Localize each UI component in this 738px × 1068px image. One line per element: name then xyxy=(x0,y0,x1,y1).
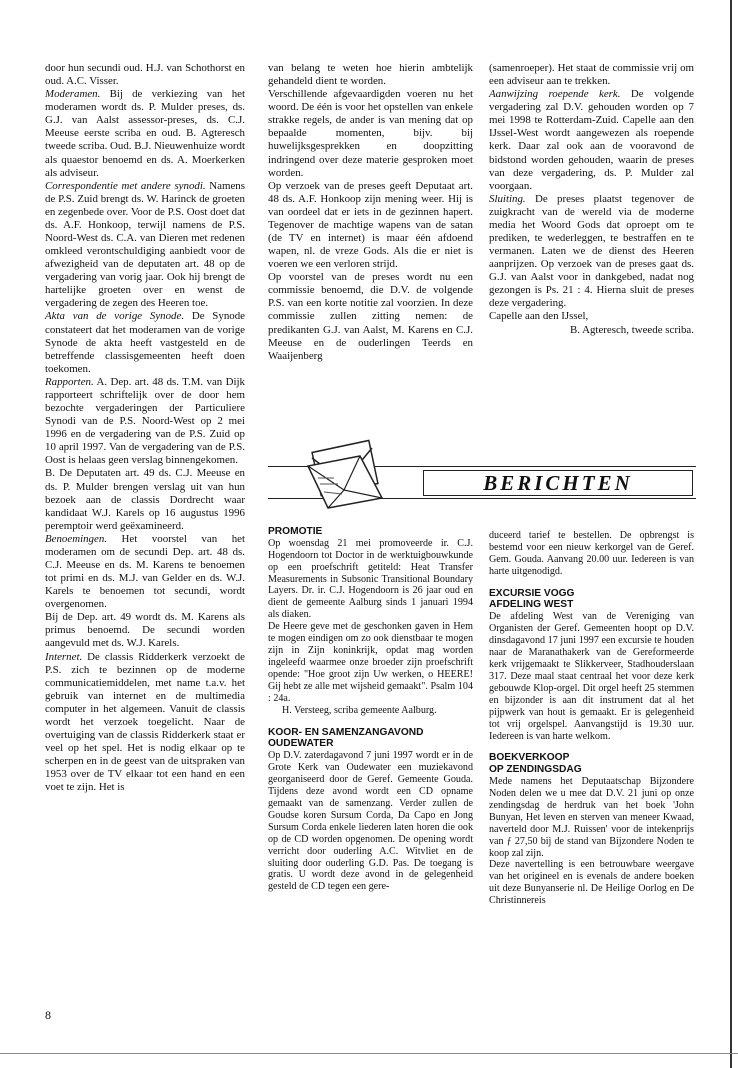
paragraph-text: H. Versteeg, scriba gemeente Aalburg. xyxy=(282,704,437,716)
section-heading xyxy=(489,752,694,764)
paragraph xyxy=(489,530,694,578)
paragraph-heading: Akta van de vorige Synode. xyxy=(45,310,185,323)
paragraph-text: (samenroeper). Het staat de commissie vrij om een adviseur aan te trekken. xyxy=(489,62,694,88)
paragraph-text: Bij de Dep. art. 49 wordt ds. M. Karens als primus benoemd. De secundi worden aangevuld met ds. W.J. Karels. xyxy=(45,611,245,650)
paragraph-text: Mede namens het Deputaatschap Bijzondere Noden delen we u mee dat D.V. 21 juni op onze zendingsdag de herdruk van het boek 'John Bunyan, Het leven en sterven van meneer Kwaad, naverteld door M.J. Ruissen' voor de intekenprijs van ƒ 27,50 bij de stand van Bijzondere Noden te koop zal zijn. xyxy=(489,776,694,859)
paragraph-text: Op verzoek van de preses geeft Deputaat art. 48 ds. A.F. Honkoop zijn mening weer. Hij is van oordeel dat er iets in de gezinnen hapert. Tegenover de machtige wapens van de satan (de TV en internet) is maar één afdoend wapen, nl. de vreze Gods. Als die er niet is voeren we een verloren strijd. xyxy=(268,179,473,271)
paragraph xyxy=(45,533,245,611)
paragraph-heading: Aanwijzing roepende kerk. xyxy=(489,88,621,101)
paragraph xyxy=(268,180,473,272)
paragraph-text: OUDEWATER xyxy=(268,738,334,750)
paragraph-text: KOOR- EN SAMENZANGAVOND xyxy=(268,726,424,738)
paragraph-heading: Rapporten. xyxy=(45,375,94,388)
paragraph xyxy=(45,180,245,311)
column-5 xyxy=(489,530,694,907)
column-3 xyxy=(489,62,694,337)
paragraph-text: De Heere geve met de geschonken gaven in Hem te mogen eindigen om zo ook dienstbaar te mogen zijn in Zijn koninkrijk, opdat mag worden ingeleefd waarmee onze broeder zijn proefschrift opende: "Hoe groot zijn Uw werken, o HEERE! Gij hebt ze alle met wijsheid gemaakt". Psalm 104 : 24a. xyxy=(268,621,473,704)
paragraph-text: BOEKVERKOOP xyxy=(489,752,570,764)
section-heading xyxy=(268,526,473,538)
paragraph-heading: Correspondentie met andere synodi. xyxy=(45,179,206,192)
paragraph-text: De preses plaatst tegenover de zuigkracht van de wereld via de moderne media het Woord Gods dat oproept om te prediken, te wederleggen, te bestraffen en te vermanen. Laten we de dienst des Heeren aanprijzen. Op verzoek van de preses gaat ds. G.J. van Aalst voor in dankgebed, nadat nog gezongen is Ps. 21 : 4. Hierna sluit de preses deze vergadering. xyxy=(489,192,694,310)
paragraph-text: Verschillende afgevaardigden voeren nu het woord. De één is voor het opstellen van enkele strakke regels, de ander is van mening dat op bepaalde momenten, bijv. bij huwelijksgesprekken en doopzitting indringend over deze materie gesproken moet worden. xyxy=(268,88,473,179)
paragraph-text: Het voorstel van het moderamen om de secundi Dep. art. 48 ds. C.J. Meeuse en ds. M. Karens te benoemen tot primi en ds. M.J. van Gelder en ds. W.J. Karels te benoemen tot secundi, wordt overgenomen. xyxy=(45,532,245,611)
paragraph-text: door hun secundi oud. H.J. van Schothorst en oud. A.C. Visser. xyxy=(45,62,245,88)
column-1 xyxy=(45,62,245,794)
paragraph xyxy=(268,621,473,704)
envelope-logo-icon xyxy=(298,438,388,516)
paragraph xyxy=(268,538,473,621)
paragraph-text: duceerd tarief te bestellen. De opbrengst is bestemd voor een nieuw kerkorgel van de Geref. Gem. Gouda. Aanvang 20.00 uur. Iedereen is van harte uitgenodigd. xyxy=(489,530,694,577)
paragraph xyxy=(489,62,694,88)
paragraph-text: Op D.V. zaterdagavond 7 juni 1997 wordt er in de Grote Kerk van Oudewater een muziekavond georganiseerd door de Geref. Gemeente Gouda. Tijdens deze avond wordt een CD opname gemaakt van de samenzang. Verder zullen de Goudse koren Sursum Corda, Da Capo en Jong Sursum Corda enkele liederen laten horen die ook op de CD worden opgenomen. De opening wordt verricht door ouderling A.C. Witvliet en de sluiting door ouderling G.D. Pas. De toegang is gratis. U wordt deze avond in de gelegenheid gesteld de CD tegen een gere- xyxy=(268,750,473,893)
column-4 xyxy=(268,526,473,893)
section-heading xyxy=(489,599,694,611)
section-heading xyxy=(489,588,694,600)
spacer xyxy=(489,742,694,752)
paragraph xyxy=(268,750,473,893)
paragraph xyxy=(489,310,694,323)
page-bottom-rule xyxy=(0,1053,738,1054)
paragraph-text: De afdeling West van de Vereniging van Organisten der Geref. Gemeenten hoopt op D.V. dinsdagavond 17 juni 1997 een excursie te houden naar de Maranathakerk van de Gereformeerde kerk vrijgemaakt te Slikkerveer, Stadhouderslaan 317. Deze maal staat centraal het voor deze kerk gebouwde Klop-orgel. Dit orgel heeft 25 stemmen en bijzonder is aan dit instrument dat al het pijpwerk van hout is gemaakt. Er is gelegenheid tot vrij orgelspel. Aanvangstijd is 19.30 uur. Iedereen is van harte welkom. xyxy=(489,611,694,742)
signature xyxy=(268,705,473,717)
paragraph xyxy=(489,193,694,311)
paragraph-text: De classis Ridderkerk verzoekt de P.S. zich te bezinnen op de moderne communicatiemiddelen, met name t.a.v. het gebruik van internet en de multimedia computer in het algemeen. Vanuit de classis wordt het verzoek toegelicht. Naar de overtuiging van de classis Ridderkerk staat er veel op het spel. Het is nodig elkaar op te scherpen en in de geest van de uitspraken van 1953 over de TV elkaar tot een hand en een voet te zijn. Het is xyxy=(45,650,245,794)
paragraph-text: Namens de P.S. Zuid brengt ds. W. Harinck de groeten en zegenbede over. Voor de P.S. Oost doet dat ds. A.F. Honkoop, terwijl namens de P.S. Noord-West ds. C.A. van Dieren met redenen omkleed verontschuldiging aanbiedt voor de afwezigheid van de deputaten art. 48 op de vergadering van vorig jaar. Ook hij brengt de hartelijke groeten over en wenst de vergadering de zegen des Heeren toe. xyxy=(45,179,245,310)
paragraph-text: B. Agteresch, tweede scriba. xyxy=(570,323,694,336)
paragraph xyxy=(45,310,245,375)
section-heading xyxy=(489,764,694,776)
paragraph-heading: Moderamen. xyxy=(45,88,101,101)
page-number: 8 xyxy=(45,1008,51,1022)
banner-title: BERICHTEN xyxy=(423,470,693,496)
paragraph-text: van belang te weten hoe hierin ambtelijk gehandeld dient te worden. xyxy=(268,62,473,88)
berichten-banner xyxy=(268,438,696,520)
spacer xyxy=(268,717,473,727)
paragraph-text: Capelle aan den IJssel, xyxy=(489,310,589,323)
paragraph-text: B. De Deputaten art. 49 ds. C.J. Meeuse en ds. P. Mulder brengen verslag uit van hun bezoek aan de classis Dordrecht waar kandidaat W.J. Karels op 16 augustus 1996 peremptoir werd geëxamineerd. xyxy=(45,467,245,532)
paragraph-text: EXCURSIE VOGG xyxy=(489,587,575,599)
paragraph xyxy=(45,611,245,650)
paragraph xyxy=(268,62,473,88)
paragraph-text: AFDELING WEST xyxy=(489,599,574,611)
column-2 xyxy=(268,62,473,363)
paragraph-text: De Synode constateert dat het moderamen van de vorige Synode de akta heeft vastgesteld en de betreffende classisgemeenten heeft doen toekomen. xyxy=(45,310,245,375)
paragraph-text: PROMOTIE xyxy=(268,526,323,537)
paragraph xyxy=(45,651,245,795)
paragraph xyxy=(45,88,245,180)
paragraph xyxy=(268,271,473,363)
paragraph xyxy=(489,611,694,742)
paragraph-text: OP ZENDINGSDAG xyxy=(489,764,582,776)
paragraph-text: A. Dep. art. 48 ds. T.M. van Dijk rapporteert schriftelijk over de door hem bezochte vergaderingen der Particuliere Synodi van de P.S. Noord-West op 2 mei 1996 en de vergadering van de P.S. Zuid op 10 april 1997. Van de vergadering van de P.S. Oost is helaas geen verslag binnengekomen. xyxy=(45,375,245,467)
paragraph-text: De volgende vergadering zal D.V. gehouden worden op 7 mei 1998 te Rotterdam-Zuid. Capelle aan den IJssel-West wordt aangewezen als roepende kerk. Daar zal ook aan de vooravond de bidstond worden gehouden, waarin de preses van deze vergadering, ds. P. Mulder zal voorgaan. xyxy=(489,88,694,192)
paragraph xyxy=(45,62,245,88)
section-heading xyxy=(268,727,473,739)
paragraph-heading: Sluiting. xyxy=(489,192,526,205)
paragraph xyxy=(489,776,694,859)
page-edge-rule xyxy=(730,0,732,1068)
paragraph xyxy=(489,88,694,193)
paragraph-text: Bij de verkiezing van het moderamen wordt ds. P. Mulder preses, ds. G.J. van Aalst assessor-preses, ds. C.J. Meeuse eerste scriba en oud. B. Agteresch tweede scriba. Oud. B.J. Nieuwenhuize wordt als quaestor benoemd en ds. A. Moerkerken als adviseur. xyxy=(45,88,245,179)
paragraph-text: Deze navertelling is een betrouwbare weergave van het origineel en is evenals de andere boeken uit deze Bunyanserie nl. De Heilige Oorlog en De Christinnereis xyxy=(489,859,694,907)
signature xyxy=(489,324,694,337)
paragraph xyxy=(268,88,473,180)
spacer xyxy=(489,578,694,588)
paragraph xyxy=(489,859,694,907)
paragraph-heading: Benoemingen. xyxy=(45,532,107,545)
paragraph xyxy=(45,467,245,532)
paragraph xyxy=(45,376,245,468)
paragraph-text: Op voorstel van de preses wordt nu een commissie benoemd, die D.V. de volgende P.S. van een korte notitie zal voorzien. In deze commissie zullen zitting nemen: de predikanten G.J. van Aalst, M. Karens en C.J. Meeuse en de ouderlingen Teerds en Waaijenberg xyxy=(268,271,473,362)
section-heading xyxy=(268,738,473,750)
paragraph-heading: Internet. xyxy=(45,650,83,663)
paragraph-text: Op woensdag 21 mei promoveerde ir. C.J. Hogendoorn tot Doctor in de werktuigbouwkunde op een proefschrift getiteld: Heat Transfer Measurements in Subsonic Transitional Boundary Layers. Dr. ir. C.J. Hogendoorn is 26 jaar oud en dient de gemeente Aalburg sinds 1 januari 1994 als diaken. xyxy=(268,537,473,621)
